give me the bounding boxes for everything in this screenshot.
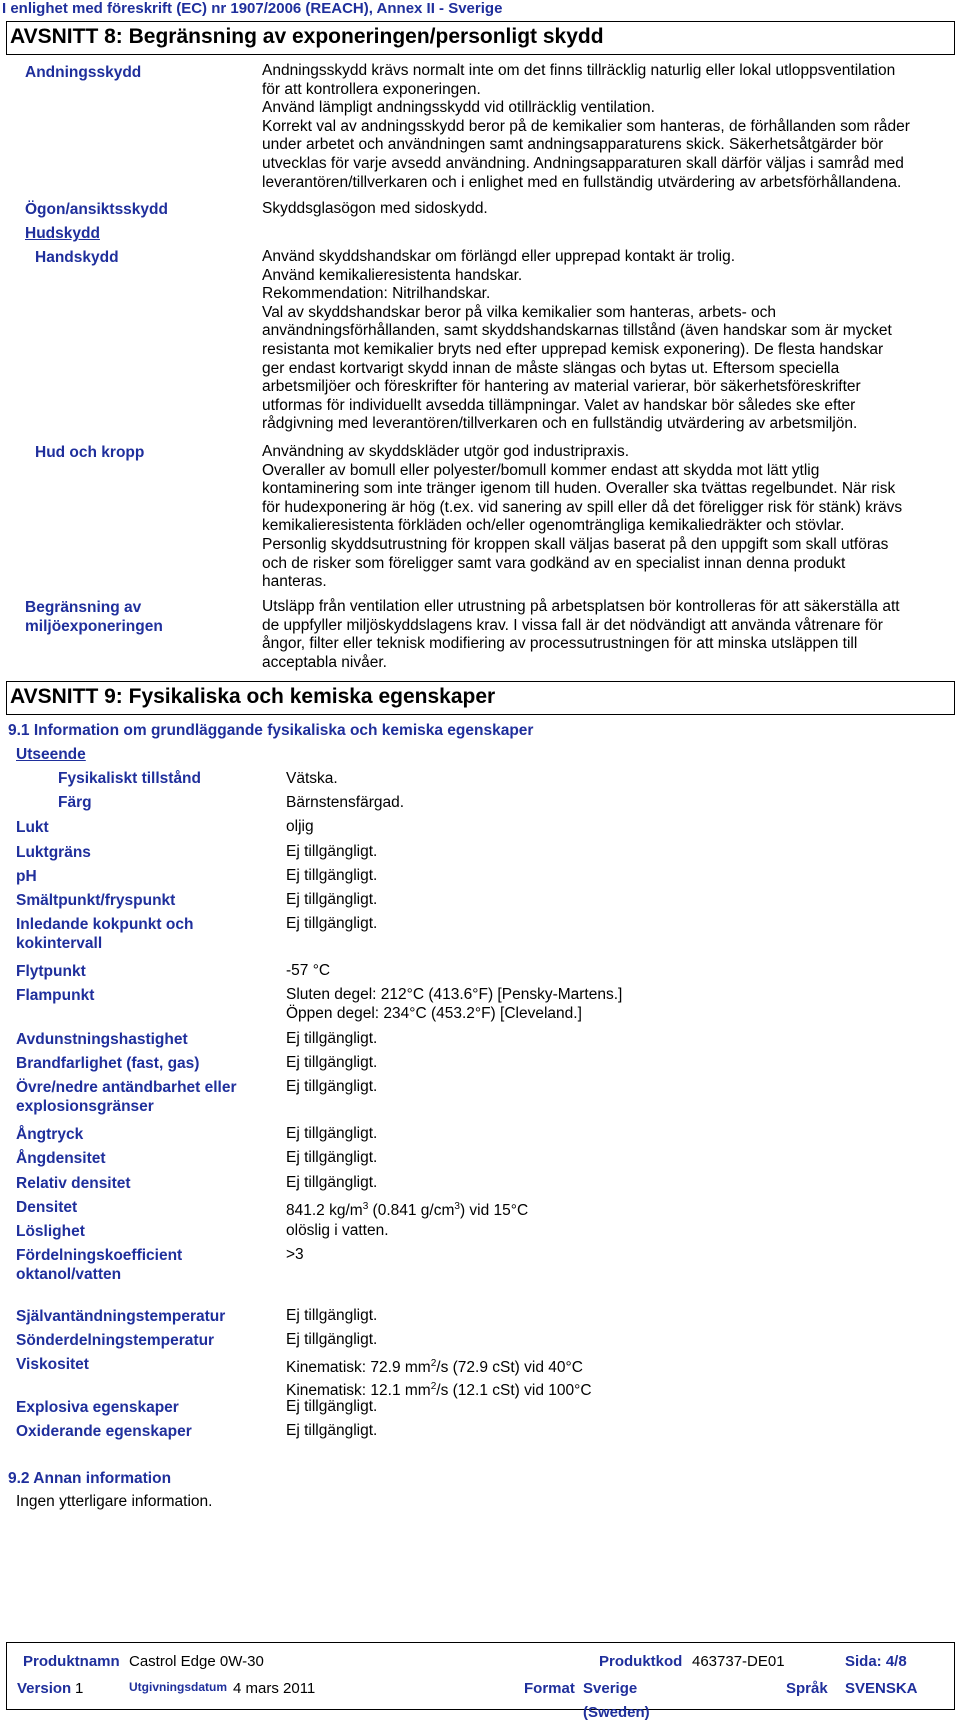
footer-produktkod-label: Produktkod: [599, 1653, 683, 1670]
footer-version: 1: [75, 1680, 84, 1697]
text-miljoexponering: Utsläpp från ventilation eller utrustning på arbetsplatsen bör kontrolleras för att säkerställa att de uppfyller miljöskyddslagens krav. I vissa fall är det nödvändigt att använda våtrenare för ångor, filter eller teknisk modifiering av processutrustningen för att minska utsläppen till acceptabla nivåer.: [262, 598, 900, 671]
prop-value: Ej tillgängligt.: [286, 1030, 378, 1047]
prop-label: Relativ densitet: [16, 1175, 131, 1192]
section-8-title: AVSNITT 8: Begränsning av exponeringen/personligt skydd: [6, 21, 955, 55]
prop-value: Ej tillgängligt.: [286, 1054, 378, 1071]
footer-format: Sverige: [583, 1680, 638, 1697]
prop-value: Ej tillgängligt.: [286, 1174, 378, 1191]
prop-label: Densitet: [16, 1199, 78, 1216]
footer-utgivning-label: Utgivningsdatum: [129, 1680, 227, 1694]
footer-produktnamn-label: Produktnamn: [23, 1653, 120, 1670]
prop-label: Avdunstningshastighet: [16, 1031, 188, 1048]
prop-label: Löslighet: [16, 1223, 85, 1240]
prop-label: pH: [16, 868, 37, 885]
text-handskydd: Använd skyddshandskar om förlängd eller upprepad kontakt är trolig. Använd kemikalieresistenta handskar. Rekommendation: Nitrilhandskar. Val av skyddshandskar beror på vilka kemikalier som hanteras, arbets- och användningsförhållanden, samt skyddshandskarnas tillstånd (även handskar som är mycket resistanta mot kemikalier bryts ned efter upprepad kemisk exponering). De flesta handskar ger endast kortvarigt skydd innan de måste slängas och bytas ut. Eftersom speciella arbetsmiljöer och föreskrifter för hantering av material varierar, bör säkerhetsföreskrifter utformas för individuellt avsedda tillämpningar. Valet av handskar bör således ske efter rådgivning med leverantören/tillverkaren och en fullständig utvärdering av arbetsmiljön.: [262, 248, 892, 433]
footer-sprak: SVENSKA: [845, 1680, 918, 1697]
prop-value: Kinematisk: 72.9 $mm^2/s$ (72.9 cSt) vid 40°C Kinematisk: 12.1 $mm^2/s$ (12.1 cSt) vid 100°C: [286, 1358, 592, 1399]
label-miljoexponering: Begränsning av miljöexponeringen: [25, 599, 163, 635]
label-hud-och-kropp: Hud och kropp: [35, 444, 145, 461]
prop-value: Ej tillgängligt.: [286, 1125, 378, 1142]
label-hudskydd: Hudskydd: [25, 225, 100, 242]
prop-label: Smältpunkt/fryspunkt: [16, 892, 176, 909]
label-andningsskydd: Andningsskydd: [25, 64, 142, 81]
text-andningsskydd: Andningsskydd krävs normalt inte om det finns tillräcklig naturlig eller lokal utloppsventilation för att kontrollera exponeringen. Använd lämpligt andningsskydd vid otillräcklig ventilation. Korrekt val av andningsskydd beror på de kemikalier som hanteras, de förhållanden som råder under arbetet och användningen samt andningsapparaturens skick. Säkerhetsåtgärder bör utvecklas för varje avsedd användning. Andningsapparaturen skall därför väljas i samråd med leverantören/tillverkaren och i enlighet med en fullständig utvärdering av arbetsförhållandena.: [262, 62, 910, 191]
prop-label: Sönderdelningstemperatur: [16, 1332, 215, 1349]
footer-sprak-label: Språk: [786, 1680, 828, 1697]
prop-value: -57 °C: [286, 962, 331, 979]
prop-value: Ej tillgängligt.: [286, 1398, 378, 1415]
prop-value: Ej tillgängligt.: [286, 1422, 378, 1439]
footer-produktkod: 463737-DE01: [692, 1653, 785, 1670]
footer-format-2: (Sweden): [583, 1704, 650, 1721]
prop-label: Lukt: [16, 819, 49, 836]
prop-value: Ej tillgängligt.: [286, 843, 378, 860]
label-handskydd: Handskydd: [35, 249, 119, 266]
prop-value: 841.2 $kg/m^3$ (0.841 $g/cm^3$) vid 15°C: [286, 1201, 529, 1220]
prop-value: Sluten degel: 212°C (413.6°F) [Pensky-Martens.] Öppen degel: 234°C (453.2°F) [Cleveland.]: [286, 986, 623, 1022]
prop-value: Ej tillgängligt.: [286, 1331, 378, 1348]
footer-produktnamn: Castrol Edge 0W-30: [129, 1653, 264, 1670]
prop-label: Viskositet: [16, 1356, 89, 1373]
label-ogonskydd: Ögon/ansiktsskydd: [25, 201, 168, 218]
prop-value: Ej tillgängligt.: [286, 1307, 378, 1324]
prop-value: oljig: [286, 818, 314, 835]
footer: [6, 1642, 955, 1721]
prop-label: Ångtryck: [16, 1126, 84, 1143]
prop-label: Flampunkt: [16, 987, 95, 1004]
text-other-info: Ingen ytterligare information.: [16, 1493, 213, 1510]
subheading-9-2: 9.2 Annan information: [8, 1470, 172, 1487]
prop-value: Ej tillgängligt.: [286, 915, 378, 932]
text-ogonskydd: Skyddsglasögon med sidoskydd.: [262, 200, 488, 217]
footer-format-label: Format: [524, 1680, 575, 1697]
subheading-9-1: 9.1 Information om grundläggande fysikaliska och kemiska egenskaper: [8, 722, 534, 739]
prop-label: Fysikaliskt tillstånd: [58, 770, 201, 787]
section-9-title: AVSNITT 9: Fysikaliska och kemiska egenskaper: [6, 681, 955, 715]
document-header: I enlighet med föreskrift (EC) nr 1907/2006 (REACH), Annex II - Sverige: [2, 0, 503, 17]
prop-label: Luktgräns: [16, 844, 91, 861]
prop-label: Flytpunkt: [16, 963, 86, 980]
prop-value: Ej tillgängligt.: [286, 867, 378, 884]
footer-page-number: Sida: 4/8: [845, 1653, 907, 1670]
prop-label: Brandfarlighet (fast, gas): [16, 1055, 200, 1072]
prop-label: Fördelningskoefficient oktanol/vatten: [16, 1247, 183, 1283]
prop-label: Övre/nedre antändbarhet eller explosionsgränser: [16, 1079, 237, 1115]
label-utseende: Utseende: [16, 746, 86, 763]
footer-utgivning: 4 mars 2011: [233, 1680, 316, 1697]
prop-value: >3: [286, 1246, 304, 1263]
prop-value: Ej tillgängligt.: [286, 891, 378, 908]
prop-label: Färg: [58, 794, 92, 811]
footer-version-label: Version: [17, 1680, 72, 1697]
prop-label: Ångdensitet: [16, 1150, 106, 1167]
prop-label: Explosiva egenskaper: [16, 1399, 179, 1416]
prop-label: Oxiderande egenskaper: [16, 1423, 192, 1440]
prop-value: Ej tillgängligt.: [286, 1149, 378, 1166]
prop-value: olöslig i vatten.: [286, 1222, 389, 1239]
text-hud-och-kropp: Användning av skyddskläder utgör god industripraxis. Overaller av bomull eller polyester/bomull kommer endast att skydda mot lätt ytlig kontaminering som inte tränger igenom till huden. Overaller ska tvättas regelbundet. När risk för hudexponering är hög (t.ex. vid sanering av spill eller då det föreligger risk för stänk) krävs kemikalieresistenta förkläden och/eller ogenomträngliga kemikaliedräkter och stövlar. Personlig skyddsutrustning för kroppen skall väljas baserat på den uppgift som skall utföras och de risker som föreligger samt vara godkänd av en specialist innan denna produkt hanteras.: [262, 443, 903, 591]
prop-label: Inledande kokpunkt och kokintervall: [16, 916, 194, 952]
prop-value: Bärnstensfärgad.: [286, 794, 405, 811]
prop-label: Självantändningstemperatur: [16, 1308, 226, 1325]
prop-value: Ej tillgängligt.: [286, 1078, 378, 1095]
prop-value: Vätska.: [286, 770, 338, 787]
